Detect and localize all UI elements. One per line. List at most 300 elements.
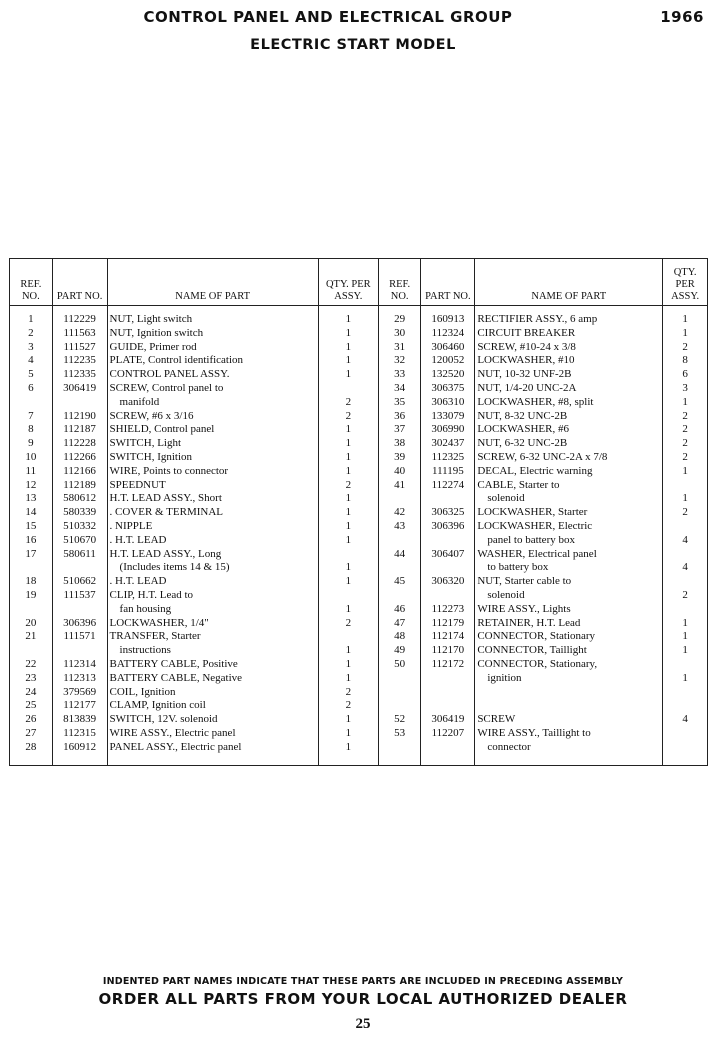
right-part-name: CONNECTOR, Taillight (475, 644, 663, 658)
right-part-name: LOCKWASHER, Electric (475, 520, 663, 534)
right-part-name: SCREW, #10-24 x 3/8 (475, 341, 663, 355)
left-part-no (52, 603, 107, 617)
right-ref-no: 43 (378, 520, 421, 534)
header-name-of-part: NAME OF PART (475, 259, 663, 306)
left-qty: 1 (318, 561, 378, 575)
left-part-no: 111563 (52, 327, 107, 341)
right-part-name: solenoid (475, 589, 663, 603)
right-qty (663, 520, 708, 534)
right-part-name: RETAINER, H.T. Lead (475, 617, 663, 631)
right-part-name: CONNECTOR, Stationary (475, 630, 663, 644)
left-part-no: 112228 (52, 437, 107, 451)
right-part-name: CABLE, Starter to (475, 479, 663, 493)
indent-note: INDENTED PART NAMES INDICATE THAT THESE PARTS ARE INCLUDED IN PRECEDING ASSEMBLY (102, 976, 624, 987)
right-qty: 2 (663, 410, 708, 424)
year-label: 1966 (660, 8, 704, 26)
header-part-no: PART NO. (421, 259, 475, 306)
table-row (10, 672, 708, 686)
right-qty: 1 (663, 327, 708, 341)
left-qty: 2 (318, 479, 378, 493)
right-part-no: 132520 (421, 368, 475, 382)
table-row (10, 713, 708, 727)
right-qty (663, 699, 708, 713)
table-row (10, 327, 708, 341)
left-ref-no: 2 (10, 327, 53, 341)
table-row (10, 479, 708, 493)
left-part-name: CONTROL PANEL ASSY. (107, 368, 318, 382)
left-ref-no: 23 (10, 672, 53, 686)
right-qty (663, 548, 708, 562)
right-qty: 2 (663, 341, 708, 355)
header-name-of-part: NAME OF PART (107, 259, 318, 306)
right-qty: 1 (663, 396, 708, 410)
right-qty: 2 (663, 423, 708, 437)
header-ref-no: REF. NO. (378, 259, 421, 306)
left-part-no: 112189 (52, 479, 107, 493)
left-ref-no (10, 644, 53, 658)
left-ref-no: 21 (10, 630, 53, 644)
right-part-name: to battery box (475, 561, 663, 575)
right-part-name: WIRE ASSY., Lights (475, 603, 663, 617)
left-ref-no: 18 (10, 575, 53, 589)
right-part-no (421, 672, 475, 686)
left-part-no: 813839 (52, 713, 107, 727)
right-qty: 1 (663, 672, 708, 686)
right-part-name: SCREW (475, 713, 663, 727)
left-qty: 1 (318, 306, 378, 327)
left-part-name: SPEEDNUT (107, 479, 318, 493)
table-row (10, 410, 708, 424)
left-part-no: 112190 (52, 410, 107, 424)
right-ref-no: 37 (378, 423, 421, 437)
left-part-no: 510670 (52, 534, 107, 548)
left-part-no: 112166 (52, 465, 107, 479)
table-row (10, 368, 708, 382)
left-part-name: . H.T. LEAD (107, 575, 318, 589)
right-part-name: SCREW, 6-32 UNC-2A x 7/8 (475, 451, 663, 465)
right-part-name: ignition (475, 672, 663, 686)
left-qty: 1 (318, 423, 378, 437)
left-ref-no: 9 (10, 437, 53, 451)
right-part-name: NUT, 1/4-20 UNC-2A (475, 382, 663, 396)
left-qty (318, 589, 378, 603)
left-part-no: 580611 (52, 548, 107, 562)
left-ref-no (10, 396, 53, 410)
right-part-name: NUT, Starter cable to (475, 575, 663, 589)
left-ref-no: 16 (10, 534, 53, 548)
left-part-no: 112187 (52, 423, 107, 437)
right-part-name: connector (475, 741, 663, 765)
table-row (10, 630, 708, 644)
table-row (10, 492, 708, 506)
left-qty: 2 (318, 686, 378, 700)
right-ref-no: 36 (378, 410, 421, 424)
table-row (10, 520, 708, 534)
right-ref-no: 45 (378, 575, 421, 589)
left-ref-no: 6 (10, 382, 53, 396)
table-row (10, 354, 708, 368)
page-title: CONTROL PANEL AND ELECTRICAL GROUP (143, 8, 513, 26)
left-qty: 1 (318, 520, 378, 534)
table-row (10, 617, 708, 631)
left-part-no: 111527 (52, 341, 107, 355)
right-part-no: 111195 (421, 465, 475, 479)
right-part-no (421, 589, 475, 603)
left-qty: 1 (318, 341, 378, 355)
left-part-name: NUT, Ignition switch (107, 327, 318, 341)
left-part-no: 160912 (52, 741, 107, 765)
right-qty (663, 603, 708, 617)
left-part-name: LOCKWASHER, 1/4" (107, 617, 318, 631)
parts-table (9, 258, 708, 766)
table-row (10, 727, 708, 741)
left-qty (318, 630, 378, 644)
right-part-name: NUT, 10-32 UNF-2B (475, 368, 663, 382)
left-part-name: H.T. LEAD ASSY., Long (107, 548, 318, 562)
right-ref-no (378, 686, 421, 700)
left-part-no: 112177 (52, 699, 107, 713)
right-ref-no: 41 (378, 479, 421, 493)
right-qty: 1 (663, 644, 708, 658)
left-qty: 1 (318, 492, 378, 506)
right-qty: 1 (663, 630, 708, 644)
left-qty: 2 (318, 699, 378, 713)
right-part-no: 112170 (421, 644, 475, 658)
table-row (10, 465, 708, 479)
left-ref-no: 22 (10, 658, 53, 672)
left-qty (318, 548, 378, 562)
left-part-name: SCREW, #6 x 3/16 (107, 410, 318, 424)
left-part-no (52, 396, 107, 410)
right-qty: 1 (663, 617, 708, 631)
left-part-no: 112313 (52, 672, 107, 686)
left-part-name: SHIELD, Control panel (107, 423, 318, 437)
right-part-no (421, 686, 475, 700)
right-qty (663, 741, 708, 765)
right-ref-no (378, 492, 421, 506)
right-ref-no (378, 589, 421, 603)
right-ref-no: 52 (378, 713, 421, 727)
right-part-name: NUT, 8-32 UNC-2B (475, 410, 663, 424)
left-qty: 1 (318, 672, 378, 686)
left-part-name: fan housing (107, 603, 318, 617)
left-ref-no: 25 (10, 699, 53, 713)
table-row (10, 548, 708, 562)
right-part-name (475, 699, 663, 713)
right-qty (663, 575, 708, 589)
right-qty: 1 (663, 465, 708, 479)
right-qty (663, 658, 708, 672)
right-part-no (421, 561, 475, 575)
page-subtitle: ELECTRIC START MODEL (250, 37, 456, 53)
table-row (10, 396, 708, 410)
header-part-no: PART NO. (52, 259, 107, 306)
left-qty: 1 (318, 644, 378, 658)
right-part-name (475, 686, 663, 700)
right-ref-no: 40 (378, 465, 421, 479)
right-ref-no: 49 (378, 644, 421, 658)
table-row (10, 603, 708, 617)
right-qty: 1 (663, 492, 708, 506)
right-ref-no: 39 (378, 451, 421, 465)
header-ref-no: REF. NO. (10, 259, 53, 306)
table-row (10, 382, 708, 396)
left-qty: 1 (318, 658, 378, 672)
right-part-no: 112179 (421, 617, 475, 631)
right-part-no: 306310 (421, 396, 475, 410)
right-ref-no: 44 (378, 548, 421, 562)
left-part-no: 379569 (52, 686, 107, 700)
right-part-no: 112207 (421, 727, 475, 741)
right-qty: 2 (663, 589, 708, 603)
left-part-name: CLAMP, Ignition coil (107, 699, 318, 713)
left-part-no: 112266 (52, 451, 107, 465)
table-row (10, 341, 708, 355)
left-part-name: . COVER & TERMINAL (107, 506, 318, 520)
right-part-no: 112273 (421, 603, 475, 617)
right-part-no: 112325 (421, 451, 475, 465)
right-part-no: 160913 (421, 306, 475, 327)
right-qty: 3 (663, 382, 708, 396)
right-part-no: 306396 (421, 520, 475, 534)
left-qty: 1 (318, 451, 378, 465)
left-part-name: PLATE, Control identification (107, 354, 318, 368)
left-ref-no: 15 (10, 520, 53, 534)
right-part-no: 112274 (421, 479, 475, 493)
right-ref-no: 50 (378, 658, 421, 672)
right-part-name: RECTIFIER ASSY., 6 amp (475, 306, 663, 327)
right-part-name: DECAL, Electric warning (475, 465, 663, 479)
right-part-no: 306375 (421, 382, 475, 396)
left-ref-no: 12 (10, 479, 53, 493)
table-row (10, 534, 708, 548)
left-qty: 2 (318, 617, 378, 631)
left-qty: 1 (318, 354, 378, 368)
left-part-no: 111571 (52, 630, 107, 644)
left-ref-no: 26 (10, 713, 53, 727)
left-ref-no: 19 (10, 589, 53, 603)
table-row (10, 589, 708, 603)
left-qty: 1 (318, 741, 378, 765)
right-ref-no: 32 (378, 354, 421, 368)
right-part-name: panel to battery box (475, 534, 663, 548)
table-row (10, 741, 708, 765)
right-part-name: WASHER, Electrical panel (475, 548, 663, 562)
left-part-name: WIRE, Points to connector (107, 465, 318, 479)
right-qty: 2 (663, 451, 708, 465)
left-ref-no: 24 (10, 686, 53, 700)
right-ref-no: 48 (378, 630, 421, 644)
left-ref-no: 3 (10, 341, 53, 355)
right-qty: 6 (663, 368, 708, 382)
table-row (10, 699, 708, 713)
right-ref-no: 33 (378, 368, 421, 382)
right-part-no: 112174 (421, 630, 475, 644)
right-part-name: LOCKWASHER, #10 (475, 354, 663, 368)
left-part-name: instructions (107, 644, 318, 658)
left-qty: 1 (318, 575, 378, 589)
left-part-name: PANEL ASSY., Electric panel (107, 741, 318, 765)
table-row (10, 451, 708, 465)
table-row (10, 437, 708, 451)
right-qty (663, 686, 708, 700)
left-ref-no: 7 (10, 410, 53, 424)
right-part-no (421, 741, 475, 765)
left-part-no: 510332 (52, 520, 107, 534)
left-part-no: 580612 (52, 492, 107, 506)
left-qty: 1 (318, 713, 378, 727)
right-part-name: LOCKWASHER, #8, split (475, 396, 663, 410)
table-header-row (10, 259, 708, 306)
right-part-no: 112172 (421, 658, 475, 672)
right-part-no: 120052 (421, 354, 475, 368)
table-row (10, 644, 708, 658)
header-qty-per-assy: QTY. PER ASSY. (318, 259, 378, 306)
right-ref-no (378, 672, 421, 686)
right-ref-no: 35 (378, 396, 421, 410)
left-part-name: SWITCH, Light (107, 437, 318, 451)
right-part-no: 306320 (421, 575, 475, 589)
left-part-no (52, 644, 107, 658)
left-qty: 1 (318, 465, 378, 479)
left-part-name: SCREW, Control panel to (107, 382, 318, 396)
left-part-no (52, 561, 107, 575)
right-qty: 8 (663, 354, 708, 368)
right-part-no: 306419 (421, 713, 475, 727)
right-part-no: 302437 (421, 437, 475, 451)
left-part-no: 111537 (52, 589, 107, 603)
table-row (10, 686, 708, 700)
left-part-no: 580339 (52, 506, 107, 520)
left-part-no: 510662 (52, 575, 107, 589)
left-part-name: H.T. LEAD ASSY., Short (107, 492, 318, 506)
right-part-name: CIRCUIT BREAKER (475, 327, 663, 341)
left-qty: 1 (318, 327, 378, 341)
left-qty: 2 (318, 410, 378, 424)
left-part-name: BATTERY CABLE, Negative (107, 672, 318, 686)
table-row (10, 575, 708, 589)
table-row (10, 306, 708, 327)
left-qty: 1 (318, 368, 378, 382)
right-ref-no: 31 (378, 341, 421, 355)
left-part-name: WIRE ASSY., Electric panel (107, 727, 318, 741)
left-part-no: 112335 (52, 368, 107, 382)
left-part-no: 112229 (52, 306, 107, 327)
left-ref-no: 20 (10, 617, 53, 631)
right-qty: 2 (663, 437, 708, 451)
right-part-no (421, 534, 475, 548)
parts-table-body (10, 306, 708, 766)
left-part-no: 112314 (52, 658, 107, 672)
left-part-name: CLIP, H.T. Lead to (107, 589, 318, 603)
right-qty: 4 (663, 713, 708, 727)
right-qty: 1 (663, 306, 708, 327)
left-part-no: 306419 (52, 382, 107, 396)
right-ref-no: 30 (378, 327, 421, 341)
left-part-name: NUT, Light switch (107, 306, 318, 327)
right-part-name: solenoid (475, 492, 663, 506)
table-row (10, 423, 708, 437)
right-part-no (421, 492, 475, 506)
left-part-name: BATTERY CABLE, Positive (107, 658, 318, 672)
left-part-name: SWITCH, Ignition (107, 451, 318, 465)
page-number: 25 (355, 1016, 371, 1032)
right-part-no: 306460 (421, 341, 475, 355)
order-notice: ORDER ALL PARTS FROM YOUR LOCAL AUTHORIZED DEALER (98, 990, 628, 1008)
left-ref-no: 4 (10, 354, 53, 368)
table-row (10, 658, 708, 672)
right-qty: 4 (663, 534, 708, 548)
right-ref-no (378, 561, 421, 575)
left-part-name: COIL, Ignition (107, 686, 318, 700)
right-ref-no (378, 741, 421, 765)
right-part-no: 306990 (421, 423, 475, 437)
right-part-no: 306407 (421, 548, 475, 562)
left-ref-no: 17 (10, 548, 53, 562)
right-part-no: 112324 (421, 327, 475, 341)
right-ref-no (378, 699, 421, 713)
right-qty (663, 479, 708, 493)
left-qty (318, 382, 378, 396)
left-ref-no: 28 (10, 741, 53, 765)
left-qty: 1 (318, 506, 378, 520)
right-part-name: NUT, 6-32 UNC-2B (475, 437, 663, 451)
right-qty: 2 (663, 506, 708, 520)
left-part-name: TRANSFER, Starter (107, 630, 318, 644)
right-ref-no (378, 534, 421, 548)
left-part-no: 112315 (52, 727, 107, 741)
left-qty: 2 (318, 396, 378, 410)
left-part-name: . H.T. LEAD (107, 534, 318, 548)
right-part-no: 306325 (421, 506, 475, 520)
right-part-name: CONNECTOR, Stationary, (475, 658, 663, 672)
left-ref-no: 1 (10, 306, 53, 327)
header-qty-per-assy: QTY. PER ASSY. (663, 259, 708, 306)
right-part-no (421, 699, 475, 713)
left-ref-no: 13 (10, 492, 53, 506)
left-ref-no: 27 (10, 727, 53, 741)
left-qty: 1 (318, 603, 378, 617)
left-part-name: GUIDE, Primer rod (107, 341, 318, 355)
right-ref-no: 46 (378, 603, 421, 617)
table-row (10, 506, 708, 520)
right-ref-no: 47 (378, 617, 421, 631)
right-part-name: WIRE ASSY., Taillight to (475, 727, 663, 741)
left-ref-no: 10 (10, 451, 53, 465)
right-ref-no: 34 (378, 382, 421, 396)
left-part-name: SWITCH, 12V. solenoid (107, 713, 318, 727)
right-part-name: LOCKWASHER, #6 (475, 423, 663, 437)
right-ref-no: 42 (378, 506, 421, 520)
left-ref-no: 8 (10, 423, 53, 437)
right-qty: 4 (663, 561, 708, 575)
left-qty: 1 (318, 727, 378, 741)
left-ref-no: 11 (10, 465, 53, 479)
left-part-name: . NIPPLE (107, 520, 318, 534)
table-row (10, 561, 708, 575)
left-ref-no: 14 (10, 506, 53, 520)
right-part-name: LOCKWASHER, Starter (475, 506, 663, 520)
left-part-no: 112235 (52, 354, 107, 368)
left-ref-no (10, 561, 53, 575)
left-qty: 1 (318, 534, 378, 548)
left-part-no: 306396 (52, 617, 107, 631)
left-part-name: manifold (107, 396, 318, 410)
right-part-no: 133079 (421, 410, 475, 424)
right-ref-no: 53 (378, 727, 421, 741)
left-ref-no (10, 603, 53, 617)
right-qty (663, 727, 708, 741)
